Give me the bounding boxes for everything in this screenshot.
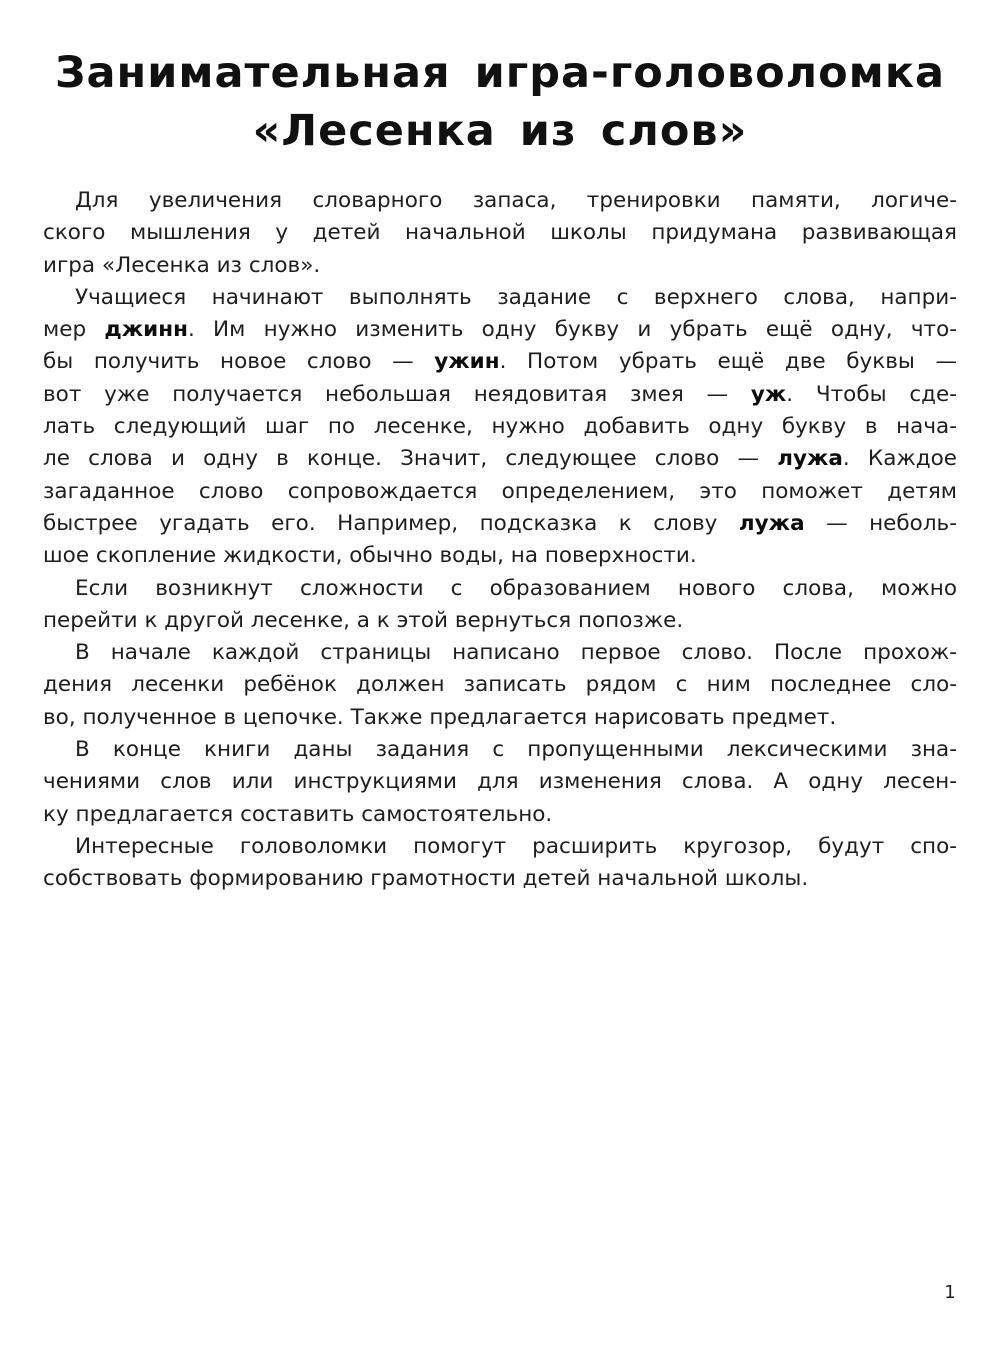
text-line: игра «Лесенка из слов». [43, 252, 321, 278]
text-line: ского мышления у детей начальной школы придумана развивающая [43, 220, 957, 246]
example-word: джинн [104, 317, 188, 343]
text-line: шое скопление жидкости, обычно воды, на поверхности. [43, 543, 697, 569]
paragraph [43, 637, 957, 734]
body-text [43, 185, 957, 896]
text-line: Учащиеся начинают выполнять задание с верхнего слова, напри- [75, 284, 957, 310]
page-title [40, 44, 960, 160]
paragraph [43, 573, 957, 638]
text-line: мер джинн. Им нужно изменить одну букву и убрать ещё одну, что- [43, 317, 957, 343]
text-line: Для увеличения словарного запаса, тренировки памяти, логиче- [75, 188, 957, 213]
text-line: чениями слов или инструкциями для изменения слова. А одну лесен- [43, 769, 957, 795]
example-word: уж [750, 381, 787, 407]
paragraph [43, 282, 957, 573]
example-word: лужа [777, 446, 843, 472]
text-line: ку предлагается составить самостоятельно. [43, 801, 553, 827]
text-line: перейти к другой лесенке, а к этой вернуться попозже. [43, 607, 684, 633]
title-line-1: Занимательная игра-головоломка [54, 48, 946, 98]
paragraph [43, 831, 957, 896]
text-line: лать следующий шаг по лесенке, нужно добавить одну букву в нача- [43, 414, 957, 440]
text-line: быстрее угадать его. Например, подсказка к слову лужа — неболь- [43, 510, 957, 536]
text-line: загаданное слово сопровождается определением, это поможет детям [43, 478, 957, 504]
title-line-2: «Лесенка из слов» [252, 106, 748, 156]
text-line: Если возникнут сложности с образованием нового слова, можно [75, 575, 957, 601]
paragraph [43, 185, 957, 282]
text-line: В конце книги даны задания с пропущенными лексическими зна- [75, 737, 957, 763]
text-line: бы получить новое слово — ужин. Потом убрать ещё две буквы — [43, 349, 957, 375]
text-line: собствовать формированию грамотности детей начальной школы. [43, 866, 809, 892]
text-line: во, полученное в цепочке. Также предлагается нарисовать предмет. [43, 704, 837, 730]
text-line: вот уже получается небольшая неядовитая змея — уж. Чтобы сде- [43, 381, 958, 407]
text-line: ле слова и одну в конце. Значит, следующее слово — лужа. Каждое [43, 446, 957, 472]
example-word: лужа [738, 510, 805, 536]
text-line: дения лесенки ребёнок должен записать рядом с ним последнее сло- [43, 672, 957, 698]
paragraph [43, 734, 957, 831]
example-word: ужин [434, 349, 500, 375]
text-line: В начале каждой страницы написано первое слово. После прохож- [75, 640, 957, 666]
page-number: 1 [944, 1282, 956, 1303]
text-line: Интересные головоломки помогут расширить кругозор, будут спо- [75, 833, 957, 859]
